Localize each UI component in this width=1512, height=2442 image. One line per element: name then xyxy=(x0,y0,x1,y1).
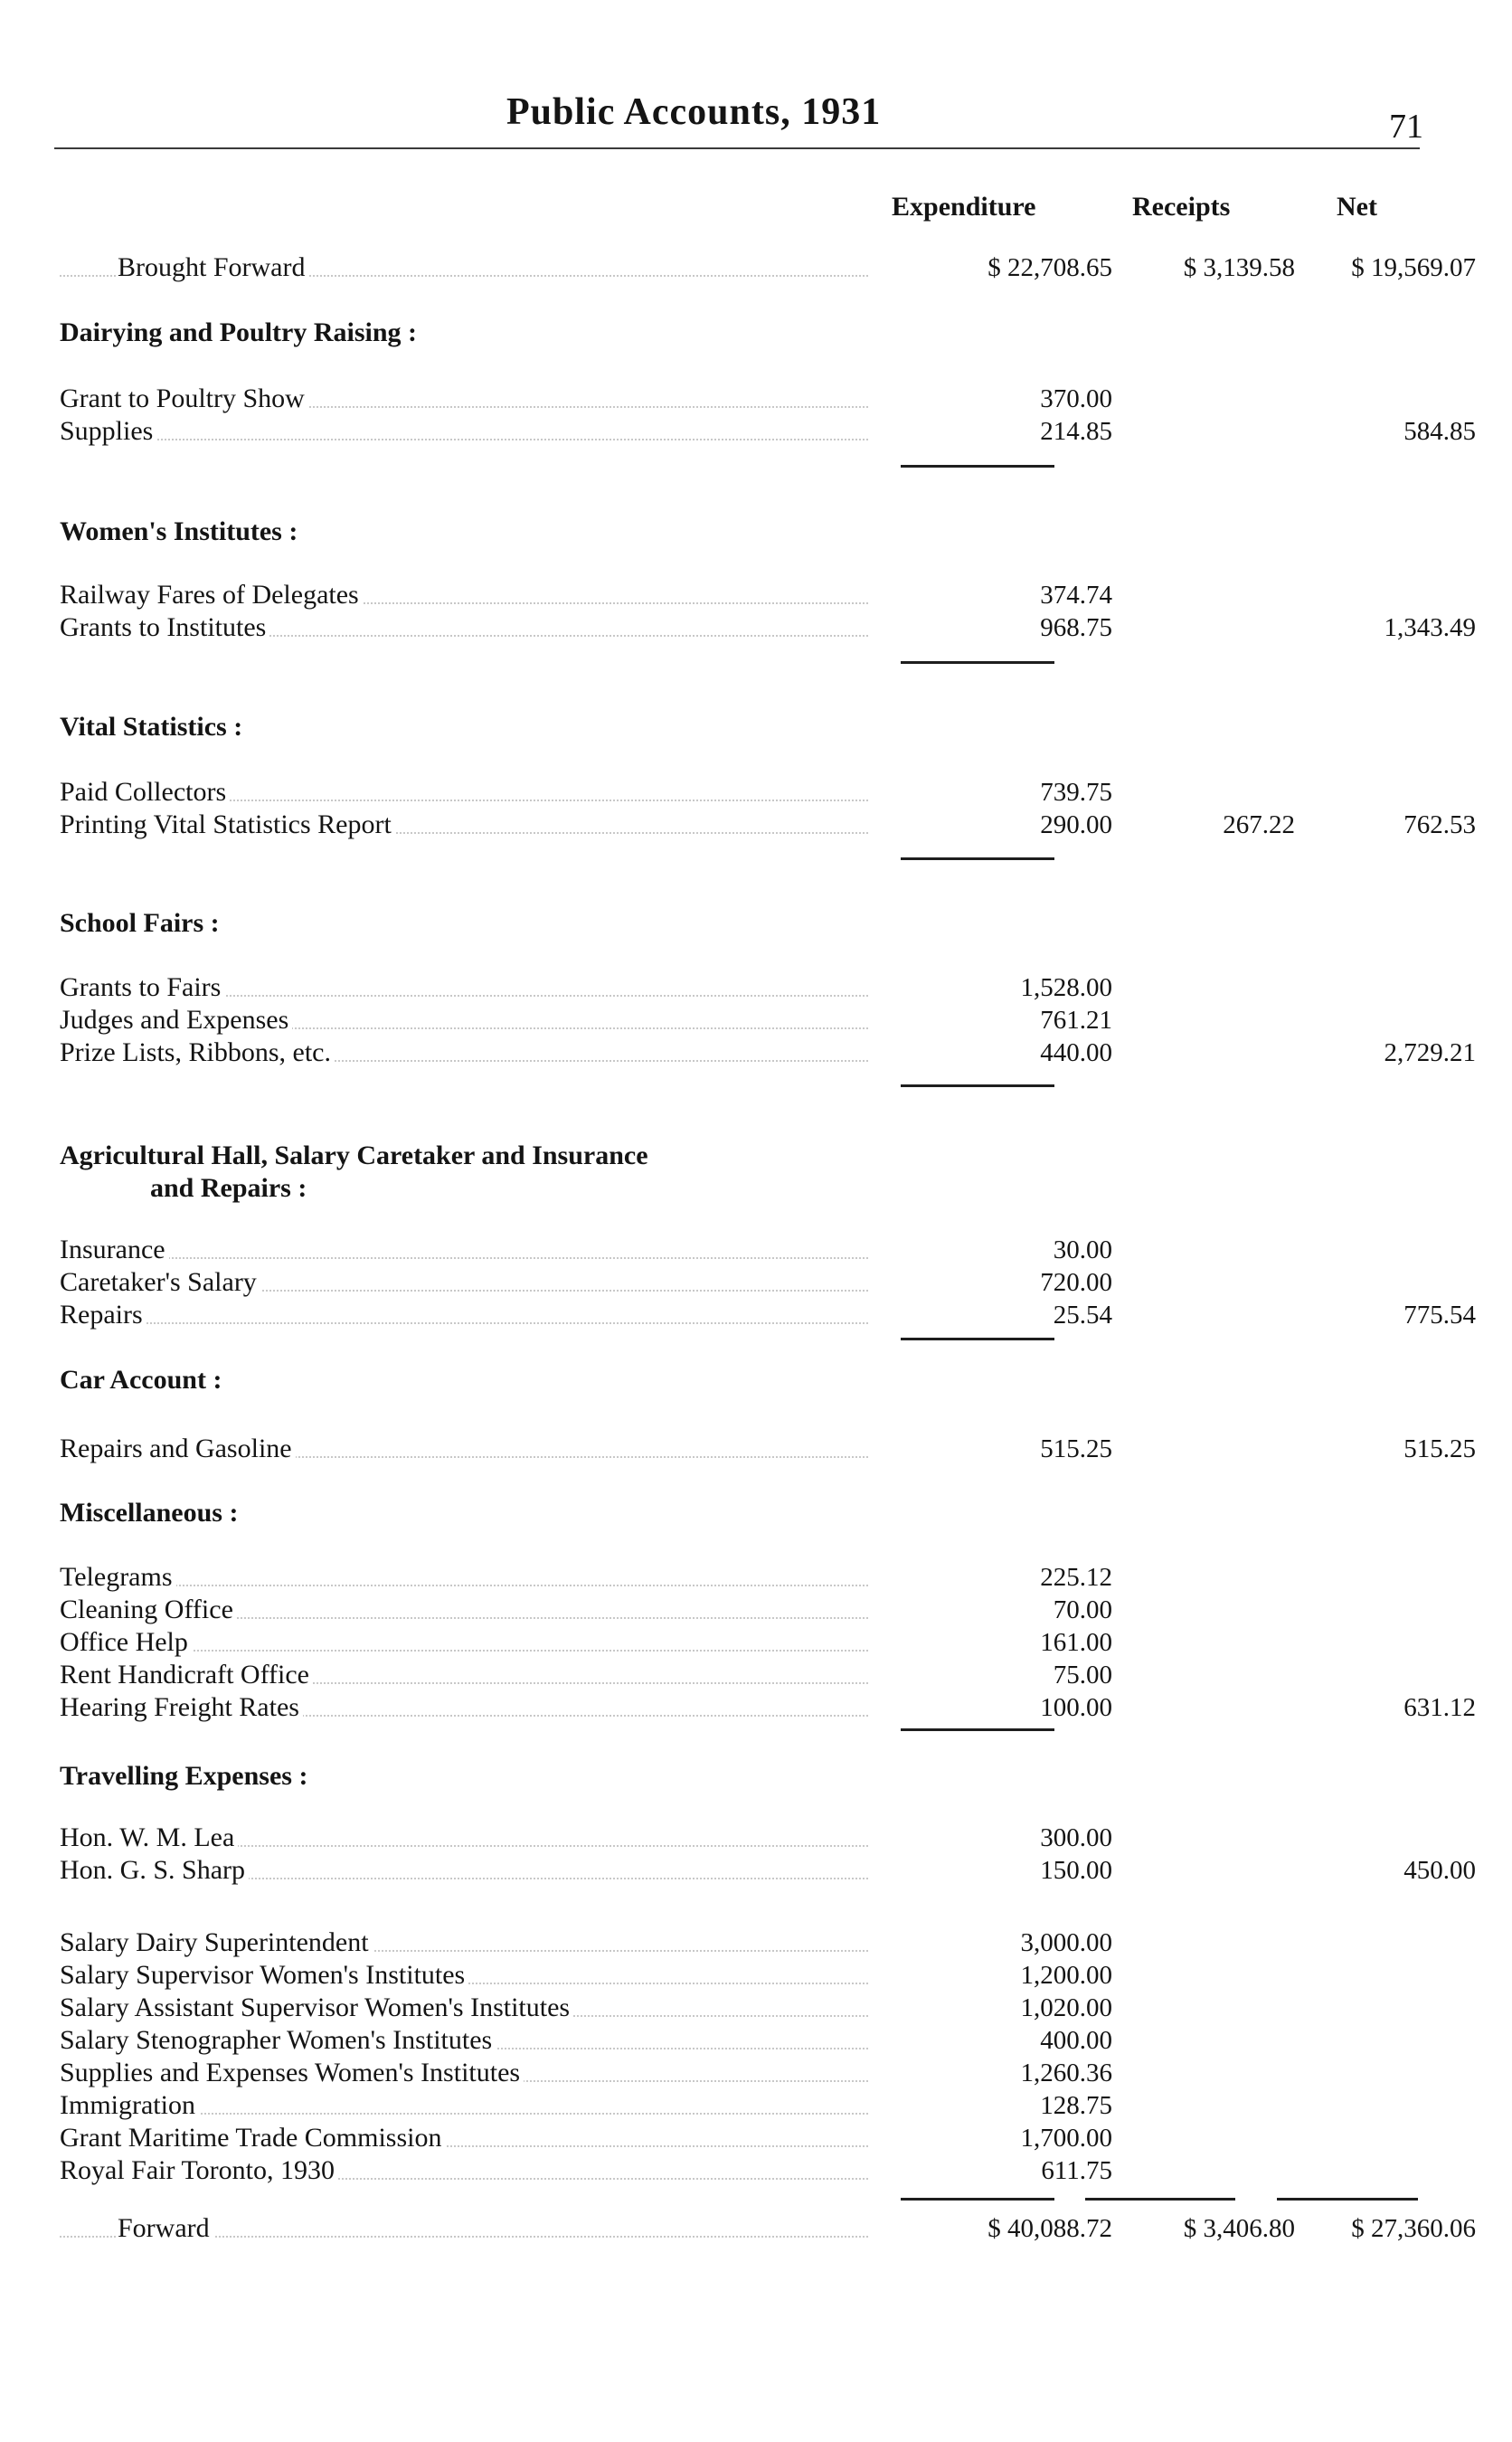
expenditure-cell: 374.74 xyxy=(1040,581,1112,610)
subtotal-rule xyxy=(901,465,1054,468)
ledger-row xyxy=(60,1297,1476,1333)
expenditure-cell: 1,020.00 xyxy=(1020,1993,1112,2022)
dot-leader xyxy=(60,439,868,440)
ledger-row xyxy=(60,2087,1416,2124)
expenditure-cell: 1,700.00 xyxy=(1020,2124,1112,2153)
forward-row xyxy=(60,2210,1476,2247)
subtotal-rule xyxy=(901,857,1054,860)
row-label: Repairs and Gasoline xyxy=(60,1431,296,1467)
section-heading xyxy=(60,907,220,940)
expenditure-cell: 300.00 xyxy=(1040,1823,1112,1852)
row-label: Grant to Poultry Show xyxy=(60,381,308,417)
expenditure-cell: 128.75 xyxy=(1040,2091,1112,2120)
ledger-row xyxy=(60,1264,1416,1301)
ledger-row xyxy=(60,1657,1416,1693)
net-cell: 515.25 xyxy=(1403,1434,1476,1463)
expenditure-cell: 225.12 xyxy=(1040,1563,1112,1592)
column-header-expenditure: Expenditure xyxy=(892,192,1036,222)
dot-leader xyxy=(60,1322,868,1324)
expenditure-cell: 761.21 xyxy=(1040,1006,1112,1035)
ledger-row xyxy=(60,1559,1416,1595)
net-cell: $ 19,569.07 xyxy=(1351,253,1476,282)
net-cell: 2,729.21 xyxy=(1384,1038,1476,1067)
section-heading-text: Car Account : xyxy=(60,1365,222,1395)
ledger-row xyxy=(60,1035,1476,1071)
ledger-row xyxy=(60,1002,1416,1038)
expenditure-cell: 370.00 xyxy=(1040,384,1112,413)
page-title: Public Accounts, 1931 xyxy=(506,91,882,133)
forward-total-rule xyxy=(1085,2198,1235,2201)
row-label: Repairs xyxy=(60,1297,146,1333)
section-heading-text: Travelling Expenses : xyxy=(60,1761,308,1791)
section-heading xyxy=(60,711,242,743)
ledger-row xyxy=(60,413,1476,450)
row-label: Salary Stenographer Women's Institutes xyxy=(60,2022,496,2059)
row-label: Hearing Freight Rates xyxy=(60,1690,303,1726)
expenditure-cell: 3,000.00 xyxy=(1020,1928,1112,1957)
subtotal-rule xyxy=(901,1084,1054,1087)
expenditure-cell: 611.75 xyxy=(1041,2156,1112,2185)
ledger-row xyxy=(60,1925,1416,1961)
ledger-row xyxy=(60,774,1416,810)
row-label: Hon. G. S. Sharp xyxy=(60,1852,249,1888)
header-rule xyxy=(54,147,1420,149)
row-label: Insurance xyxy=(60,1232,169,1268)
row-label: Supplies and Expenses Women's Institutes xyxy=(60,2055,524,2091)
ledger-row xyxy=(60,2153,1416,2189)
row-label: Printing Vital Statistics Report xyxy=(60,807,395,843)
ledger-row xyxy=(60,381,1416,417)
row-label: Telegrams xyxy=(60,1559,176,1595)
net-cell: 450.00 xyxy=(1403,1856,1476,1885)
section-heading xyxy=(60,1140,648,1205)
row-label: Judges and Expenses xyxy=(60,1002,292,1038)
forward-total-rule xyxy=(1277,2198,1418,2201)
ledger-row xyxy=(60,2022,1416,2059)
expenditure-cell: 1,260.36 xyxy=(1020,2059,1112,2087)
ledger-row xyxy=(60,1592,1416,1628)
ledger-row xyxy=(60,1232,1416,1268)
row-label: Cleaning Office xyxy=(60,1592,237,1628)
expenditure-cell: 400.00 xyxy=(1040,2026,1112,2055)
section-heading xyxy=(60,516,298,548)
expenditure-cell: 290.00 xyxy=(1040,810,1112,839)
expenditure-cell: 214.85 xyxy=(1040,417,1112,446)
net-cell: $ 27,360.06 xyxy=(1351,2214,1476,2243)
expenditure-cell: 25.54 xyxy=(1053,1301,1112,1330)
subtotal-rule xyxy=(901,1728,1054,1731)
ledger-row xyxy=(60,1820,1416,1856)
row-label: Royal Fair Toronto, 1930 xyxy=(60,2153,338,2189)
subtotal-rule xyxy=(901,1338,1054,1340)
expenditure-cell: 75.00 xyxy=(1053,1661,1112,1690)
row-label: Grant Maritime Trade Commission xyxy=(60,2120,446,2156)
section-heading-continuation: and Repairs : xyxy=(150,1173,307,1203)
row-label: Salary Assistant Supervisor Women's Institutes xyxy=(60,1990,573,2026)
row-label: Forward xyxy=(118,2210,213,2247)
expenditure-cell: 739.75 xyxy=(1040,778,1112,807)
expenditure-cell: 1,528.00 xyxy=(1020,973,1112,1002)
ledger-row xyxy=(60,1431,1476,1467)
expenditure-cell: 440.00 xyxy=(1040,1038,1112,1067)
column-header-receipts: Receipts xyxy=(1132,192,1231,222)
expenditure-cell: 515.25 xyxy=(1040,1434,1112,1463)
section-heading xyxy=(60,1497,238,1529)
row-label: Supplies xyxy=(60,413,156,450)
row-label: Grants to Institutes xyxy=(60,610,269,646)
expenditure-cell: 150.00 xyxy=(1040,1856,1112,1885)
expenditure-cell: $ 22,708.65 xyxy=(988,253,1112,282)
expenditure-cell: 100.00 xyxy=(1040,1693,1112,1722)
row-label: Railway Fares of Delegates xyxy=(60,577,363,613)
section-heading-text: Dairying and Poultry Raising : xyxy=(60,317,418,347)
section-heading-text: Women's Institutes : xyxy=(60,516,298,546)
column-header-net: Net xyxy=(1337,192,1377,222)
expenditure-cell: 30.00 xyxy=(1053,1235,1112,1264)
net-cell: 775.54 xyxy=(1403,1301,1476,1330)
ledger-row xyxy=(60,1957,1416,1993)
ledger-row xyxy=(60,970,1416,1006)
ledger-row xyxy=(60,577,1416,613)
ledger-row xyxy=(60,1624,1416,1661)
ledger-row xyxy=(60,2055,1416,2091)
section-heading-text: School Fairs : xyxy=(60,908,220,938)
row-label: Salary Dairy Superintendent xyxy=(60,1925,373,1961)
page-number: 71 xyxy=(1389,108,1423,146)
expenditure-cell: 161.00 xyxy=(1040,1628,1112,1657)
brought-forward-row xyxy=(60,250,1476,286)
net-cell: 631.12 xyxy=(1403,1693,1476,1722)
expenditure-cell: 1,200.00 xyxy=(1020,1961,1112,1990)
expenditure-cell: 968.75 xyxy=(1040,613,1112,642)
receipts-cell: $ 3,139.58 xyxy=(1183,253,1295,282)
forward-total-rule xyxy=(901,2198,1054,2201)
row-label: Hon. W. M. Lea xyxy=(60,1820,238,1856)
net-cell: 1,343.49 xyxy=(1384,613,1476,642)
row-label: Grants to Fairs xyxy=(60,970,224,1006)
section-heading xyxy=(60,1760,307,1793)
net-cell: 762.53 xyxy=(1403,810,1476,839)
ledger-row xyxy=(60,1852,1476,1888)
section-heading-text: Miscellaneous : xyxy=(60,1498,239,1528)
section-heading xyxy=(60,317,417,349)
row-label: Caretaker's Salary xyxy=(60,1264,260,1301)
section-heading-text: Agricultural Hall, Salary Caretaker and Insurance xyxy=(60,1141,648,1170)
subtotal-rule xyxy=(901,661,1054,664)
row-label: Immigration xyxy=(60,2087,199,2124)
dot-leader xyxy=(60,1585,868,1586)
expenditure-cell: 70.00 xyxy=(1053,1595,1112,1624)
ledger-row xyxy=(60,1690,1476,1726)
row-label: Rent Handicraft Office xyxy=(60,1657,313,1693)
ledger-row xyxy=(60,1990,1416,2026)
expenditure-cell: 720.00 xyxy=(1040,1268,1112,1297)
row-label: Office Help xyxy=(60,1624,192,1661)
ledger-row xyxy=(60,807,1476,843)
row-label: Paid Collectors xyxy=(60,774,230,810)
row-label: Brought Forward xyxy=(118,250,308,286)
expenditure-cell: $ 40,088.72 xyxy=(988,2214,1112,2243)
net-cell: 584.85 xyxy=(1403,417,1476,446)
dot-leader xyxy=(60,1257,868,1259)
receipts-cell: $ 3,406.80 xyxy=(1183,2214,1295,2243)
ledger-row xyxy=(60,610,1476,646)
ledger-row xyxy=(60,2120,1416,2156)
section-heading xyxy=(60,1364,222,1396)
row-label: Prize Lists, Ribbons, etc. xyxy=(60,1035,335,1071)
receipts-cell: 267.22 xyxy=(1223,810,1295,839)
section-heading-text: Vital Statistics : xyxy=(60,712,243,742)
row-label: Salary Supervisor Women's Institutes xyxy=(60,1957,468,1993)
